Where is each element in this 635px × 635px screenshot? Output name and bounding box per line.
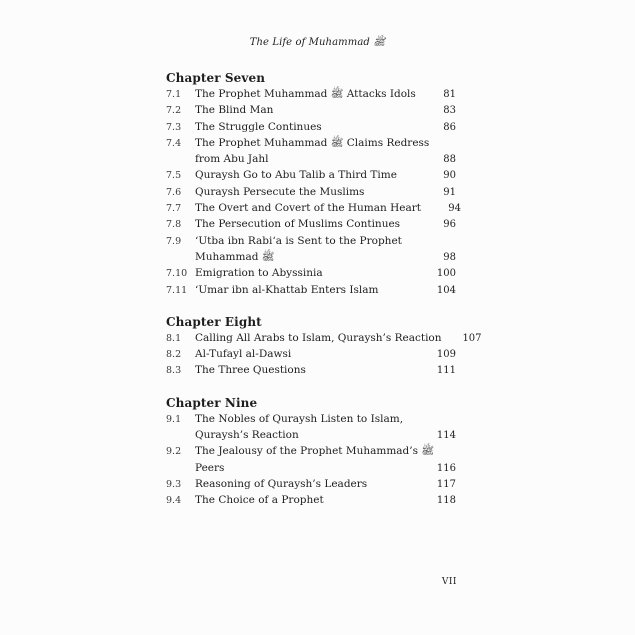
page-number: 90 [443, 170, 456, 182]
section-title: The Prophet Muhammad ﷺ Claims Redress [195, 136, 430, 149]
section-title: The Prophet Muhammad ﷺ Attacks Idols [195, 88, 416, 100]
section-number: 7.2 [166, 105, 182, 117]
section-title: ‘Utba ibn Rabi‘a is Sent to the Prophet [195, 234, 402, 247]
section-number: 7.6 [166, 186, 182, 198]
toc-entry-line [166, 476, 456, 492]
page-number: 118 [436, 495, 456, 507]
toc-entry-line [166, 200, 461, 216]
section-number: 7.5 [166, 170, 182, 182]
section-title: Al-Tufayl al-Dawsi [195, 348, 292, 361]
toc-entry [166, 265, 456, 281]
page-number: 109 [436, 349, 456, 361]
toc-entry-line [166, 102, 456, 118]
toc-entry [166, 135, 456, 168]
toc-entry [166, 362, 456, 378]
page-number: 116 [436, 462, 456, 474]
section-title: from Abu Jahl [195, 153, 269, 166]
chapter-heading: Chapter Nine [166, 395, 258, 410]
section-number: 7.7 [166, 203, 182, 215]
section-number: 9.1 [166, 413, 182, 425]
toc-entry [166, 102, 456, 118]
section-title: The Choice of a Prophet [195, 494, 324, 507]
toc-entry [166, 184, 456, 200]
toc-entry [166, 233, 456, 266]
page-number: 83 [443, 105, 456, 117]
section-title: Muhammad ﷺ [195, 250, 275, 263]
toc-entry [166, 200, 461, 216]
section-number: 7.1 [166, 89, 182, 100]
toc-entry [166, 282, 456, 298]
running-head: The Life of Muhammad ﷺ [249, 37, 386, 48]
section-title: The Overt and Covert of the Human Heart [195, 202, 421, 215]
toc-entry-line [166, 135, 456, 151]
toc-entry-line [166, 233, 456, 249]
toc-entry-line [166, 216, 456, 232]
toc-entry-line [166, 427, 456, 443]
section-number: 8.2 [166, 349, 182, 361]
page-number: 88 [443, 154, 456, 166]
page-number: 107 [462, 332, 482, 344]
section-title: The Jealousy of the Prophet Muhammad’s ﷺ [195, 445, 435, 458]
page-number: 117 [436, 478, 456, 490]
section-title: ‘Umar ibn al-Khattab Enters Islam [195, 283, 379, 296]
toc-entry-line [166, 119, 456, 135]
toc-entry-line [166, 282, 456, 298]
toc-entry-line [166, 265, 456, 281]
section-number: 7.9 [166, 235, 182, 247]
chapter-heading: Chapter Eight [166, 314, 262, 329]
section-title: The Nobles of Quraysh Listen to Islam, [195, 412, 404, 425]
page-number: 104 [436, 284, 456, 296]
toc-entry [166, 411, 456, 444]
toc-entry-line [166, 443, 456, 459]
toc-entry [166, 492, 456, 508]
table-of-contents [166, 70, 482, 509]
toc-entry [166, 167, 456, 183]
section-number: 9.2 [166, 446, 182, 458]
page-number: 111 [436, 365, 456, 377]
toc-entry-line [166, 492, 456, 508]
toc-entry-line [166, 184, 456, 200]
toc-entry-line [166, 151, 456, 167]
toc-entry-line [166, 86, 456, 102]
toc-entry-line [166, 346, 456, 362]
toc-entry [166, 443, 456, 476]
page-number: 86 [443, 121, 456, 133]
page-number: 96 [443, 219, 456, 231]
page-number: 100 [436, 268, 456, 280]
section-title: Reasoning of Quraysh’s Leaders [195, 477, 368, 490]
section-title: Calling All Arabs to Islam, Quraysh’s Reaction [195, 331, 442, 344]
section-title: Emigration to Abyssinia [195, 267, 323, 280]
section-number: 8.3 [166, 365, 182, 377]
page-number: 81 [443, 89, 456, 100]
section-title: The Struggle Continues [195, 120, 322, 133]
section-title: The Three Questions [195, 364, 306, 377]
toc-entry [166, 216, 456, 232]
toc-entry [166, 86, 456, 102]
toc-entry-line [166, 167, 456, 183]
section-title: Quraysh Persecute the Muslims [195, 185, 365, 198]
toc-entry [166, 119, 456, 135]
toc-entry [166, 330, 482, 346]
chapter-heading: Chapter Seven [166, 71, 266, 85]
section-title: Quraysh Go to Abu Talib a Third Time [195, 169, 397, 182]
page-number: 91 [443, 186, 456, 198]
toc-entry-line [166, 249, 456, 265]
section-title: The Blind Man [195, 104, 274, 117]
toc-entry-line [166, 460, 456, 476]
section-number: 8.1 [166, 332, 182, 344]
section-number: 9.3 [166, 478, 182, 490]
section-number: 9.4 [166, 495, 182, 507]
page-number: 94 [448, 203, 461, 215]
section-number: 7.8 [166, 219, 182, 231]
section-number: 7.4 [166, 137, 182, 149]
toc-entry-line [166, 411, 456, 427]
page-number: 98 [443, 251, 456, 263]
toc-entry [166, 346, 456, 362]
section-title: Quraysh’s Reaction [195, 429, 299, 442]
page-folio: VII [441, 577, 457, 587]
section-number: 7.3 [166, 121, 182, 133]
section-title: The Persecution of Muslims Continues [195, 218, 401, 231]
section-title: Peers [195, 461, 225, 474]
toc-entry-line [166, 330, 482, 346]
page-number: 114 [436, 430, 456, 442]
toc-entry [166, 476, 456, 492]
section-number: 7.11 [166, 284, 188, 296]
section-number: 7.10 [166, 268, 188, 280]
toc-entry-line [166, 362, 456, 378]
